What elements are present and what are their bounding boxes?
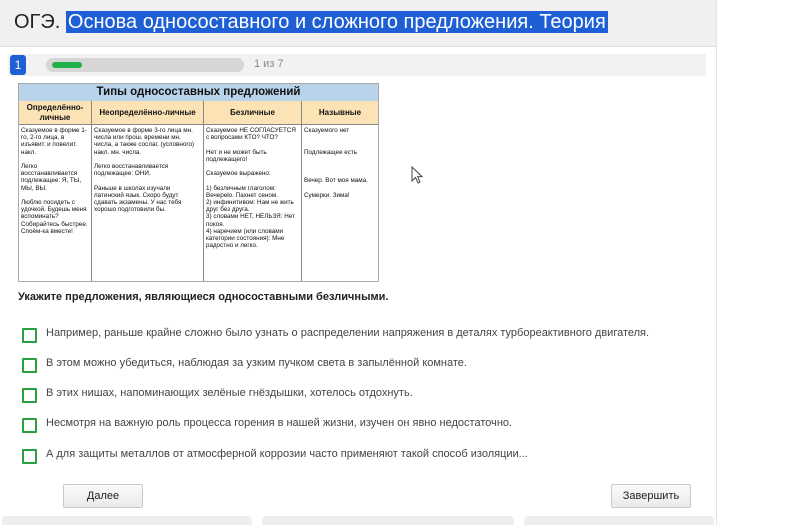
theory-table <box>18 83 379 282</box>
title-text: Основа односоставного и сложного предложения. Теория <box>67 11 606 33</box>
theory-column-header: Определённо- личные <box>19 101 91 125</box>
next-button[interactable]: Далее <box>63 484 143 508</box>
answer-label[interactable]: Например, раньше крайне сложно было узнать о распределении напряжения в деталях турбореактивного двигателя. <box>46 327 650 339</box>
theory-column-body: Сказуемое НЕ СОГЛАСУЕТСЯ с вопросами КТО? ЧТО? Нет и не может быть подлежащего! Сказуемое выражено: 1) безличным глаголом: Вечереło. Пахнет сеном. 2) инфинитивом: Нам не жить друг без друга. 3) словами НЕТ, НЕЛЬЗЯ: Нет покоя. 4) наречием (или словами категории состояния): Мне радостно и легко. <box>206 127 296 250</box>
theory-column-header: Неопределённо-личные <box>92 101 203 125</box>
bottom-tab[interactable] <box>2 516 252 525</box>
bottom-tabs <box>0 516 716 525</box>
page-title <box>14 11 608 34</box>
answer-label[interactable]: Несмотря на важную роль процесса горения в нашей жизни, изучен он явно недостаточно. <box>46 417 513 429</box>
answer-checkbox[interactable] <box>22 358 37 373</box>
theory-column <box>204 101 302 281</box>
step-badge[interactable]: 1 <box>10 55 26 75</box>
progress-bar <box>46 58 244 72</box>
mouse-cursor-icon <box>411 166 423 184</box>
step-counter: 1 из 7 <box>254 58 284 70</box>
title-bar <box>0 0 716 47</box>
answer-label[interactable]: В этих нишах, напоминающих зелёные гнёздышки, хотелось отдохнуть. <box>46 387 413 399</box>
finish-button[interactable]: Завершить <box>611 484 691 508</box>
progress-bar-fill <box>52 62 82 68</box>
answer-checkbox[interactable] <box>22 328 37 343</box>
theory-column <box>19 101 92 281</box>
answer-label[interactable]: А для защиты металлов от атмосферной коррозии часто применяют такой способ изоляции... <box>46 448 528 460</box>
answer-checkbox[interactable] <box>22 418 37 433</box>
theory-column <box>302 101 378 281</box>
title-prefix: ОГЭ. <box>14 11 61 33</box>
theory-column-body: Сказуемое в форме 1-го, 2-го лица, в изъявит. и повелит. накл. Легко восстанавливается подлежащее: Я, ТЫ, МЫ, ВЫ. Люблю посидеть с удочкой. Будешь меня вспоминать? Собирайтесь быстрее. Споём-ка вместе! <box>21 127 88 235</box>
theory-table-title: Типы односоставных предложений <box>19 84 378 102</box>
bottom-tab[interactable] <box>262 516 514 525</box>
answer-label[interactable]: В этом можно убедиться, наблюдая за узким пучком света в запылённой комнате. <box>46 357 467 369</box>
answer-checkbox[interactable] <box>22 449 37 464</box>
theory-table-columns <box>19 101 378 281</box>
theory-column-body: Сказуемое в форме 3-го лица мн. числа или прош. времени мн. числа, а также сослаг. (условного) накл. мн. числа. Легко восстанавливается подлежащее: ОНИ. Раньше в школах изучали латинский язык. Скоро будут сдавать экзамены. У нас тебя хорошо подготовили бы. <box>94 127 195 214</box>
theory-column-header: Назывные <box>302 101 378 125</box>
theory-column <box>92 101 204 281</box>
question-text: Укажите предложения, являющиеся односоставными безличными. <box>18 291 389 303</box>
progress-row <box>8 54 706 76</box>
theory-column-header: Безличные <box>204 101 301 125</box>
theory-column-body: Сказуемого нет Подлежащее есть Вечер. Вот моя мама. Сумерки. Зима! <box>304 127 368 199</box>
answer-checkbox[interactable] <box>22 388 37 403</box>
bottom-tab[interactable] <box>524 516 714 525</box>
